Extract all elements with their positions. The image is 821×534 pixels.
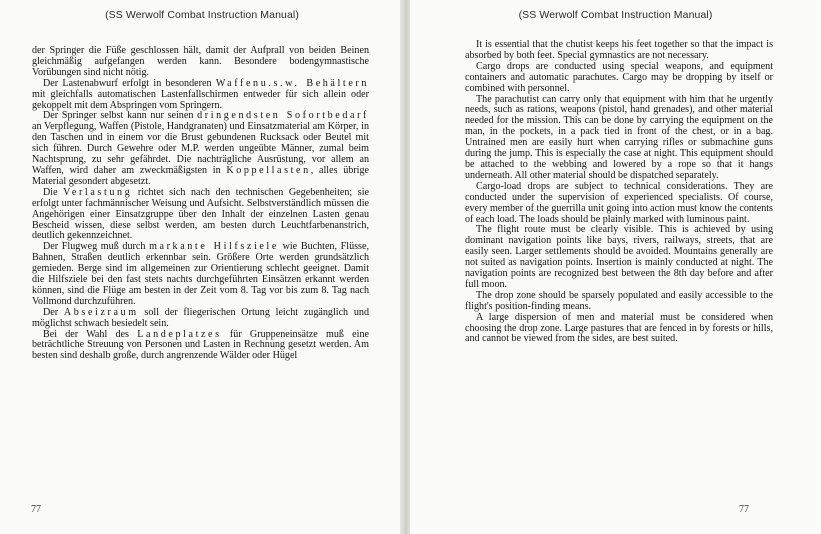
left-p4-text-c: richtet sich nach den technischen Gegebenheiten; sie erfolgt unter fachmännischer Weisung und Aufsicht. Selbstverständlich müssen die Angehörigen einer Einsatzgruppe über den Inhalt der einzelnen Lasten genau Bescheid wissen, diese selbst werden, am besten durch Leuchtfarbenanstrich, deutlich gekennzeichnet.	[32, 186, 369, 242]
left-p3-text-e: , alles übrige Material gesondert abgesetzt.	[32, 164, 369, 187]
right-paragraph-1: It is essential that the chutist keeps his feet together so that the impact is absorbed by both feet. Special gymnastics are not necessary.	[465, 39, 773, 61]
left-paragraph-5	[32, 242, 369, 307]
left-p7-text-c: für Gruppeneinsätze muß eine beträchtliche Streuung von Personen und Lasten in Rechnung gesetzt werden. Am besten sind deshalb große, durch angrenzende Wälder oder Hügel	[32, 328, 369, 362]
left-p4-spaced-term: Verlastung	[63, 186, 133, 198]
right-paragraph-4: Cargo-load drops are subject to technical considerations. They are conducted under the supervision of experienced specialists. Of course, every member of the guerrilla unit going into action must know the contents of each load. The loads should be plainly marked with luminous paint.	[465, 180, 773, 225]
left-p3-text-a: Der Springer selbst kann nur seinen	[43, 110, 198, 122]
left-p3-text-c: an Verpflegung, Waffen (Pistole, Handgranaten) und Einsatzmaterial am Körper, in den Taschen und in einem vor die Brust gebundenen Rucksack oder Beutel mit sich führen. Durch Gewehre oder M.P. werden ungeübte Männer, zumal beim Nachtsprung, zu sehr gefährdet. Die nachträgliche Ausrüstung, vor allem an Waffen, wird daher am zweckmäßigsten in	[32, 121, 369, 176]
left-p2-text-a: Der Lastenabwurf erfolgt in besonderen	[43, 77, 216, 89]
left-p5-spaced-term: markante Hilfsziele	[149, 241, 279, 253]
right-page-header: (SS Werwolf Combat Instruction Manual)	[518, 9, 713, 21]
left-page	[0, 0, 404, 534]
left-p7-spaced-term: Landeplatzes	[137, 328, 222, 340]
right-paragraph-2: Cargo drops are conducted using special weapons, and equipment containers and automatic parachutes. Cargo may be dropping by itself or combined with personnel.	[465, 60, 773, 94]
right-paragraph-7: A large dispersion of men and material must be considered when choosing the drop zone. Large pastures that are fenced in by forests or hills, and cannot be viewed from the sides, are best suited.	[465, 311, 773, 345]
left-page-body	[32, 46, 369, 362]
left-p5-text-a: Der Flugweg muß durch	[43, 241, 150, 253]
left-p6-text-a: Der	[43, 306, 64, 318]
left-page-header: (SS Werwolf Combat Instruction Manual)	[105, 9, 299, 21]
left-p4-text-a: Die	[43, 186, 64, 198]
left-paragraph-4	[32, 188, 369, 243]
left-p5-text-c: wie Buchten, Flüsse, Bahnen, Straßen deutlich erkennbar sein. Größere Orte werden grundsätzlich gemieden. Berge sind im allgemeinen zur Orientierung schlecht geeignet. Damit die Hilfsziele bei den fast stets nachts durchgeführten Einsätzen erkannt werden können, sind die Flüge am besten in der Zeit vom 8. Tag vor bis zum 8. Tag nach Vollmond durchzuführen.	[32, 241, 369, 307]
left-paragraph-7	[32, 330, 369, 363]
right-page	[410, 0, 821, 534]
left-p6-text-c: soll der fliegerischen Ortung leicht zugänglich und möglichst schwach besiedelt sein.	[32, 306, 369, 329]
left-paragraph-3	[32, 111, 369, 187]
right-page-body	[465, 40, 773, 345]
left-paragraph-6	[32, 308, 369, 330]
left-p6-spaced-term: Abseizraum	[63, 306, 139, 318]
left-p3-spaced-term: dringendsten Sofortbedarf	[197, 110, 369, 122]
left-p2-text-c: mit gleichfalls automatischen Lastenfallschirmen entweder für sich allein oder gekoppelt mit dem Abspringen vom Springern.	[32, 88, 369, 111]
right-page-number: 77	[739, 504, 749, 515]
left-page-number: 77	[31, 504, 41, 515]
left-p3-spaced-term-2: Koppellasten	[226, 164, 311, 176]
right-paragraph-3: The parachutist can carry only that equipment with him that he urgently needs, such as rations, weapons (pistol, hand grenades), and other material needed for the mission. This can be done by carrying the equipment on the man, in the pockets, in a pack tied in front of the chest, or in a bag. Untrained men are easily hurt when carrying rifles or submachine guns during the jump. This is especially the case at night. This equipment should be attached to the webbing and lowered by a rope so that it hangs underneath. All other material should be dispatched separately.	[465, 93, 773, 181]
right-paragraph-6: The drop zone should be sparsely populated and easily accessible to the flight's position-finding means.	[465, 289, 773, 312]
right-paragraph-5: The flight route must be clearly visible. This is achieved by using dominant navigation points like bays, rivers, railways, streets, that are easily seen. Larger settlements should be avoided. Mountains generally are not suited as navigation points. Insertion is mainly conducted at night. The navigation points are recognized best between the 8th day before and after full moon.	[465, 224, 773, 290]
left-p2-spaced-term: Waffenu.s.w. Behältern	[215, 77, 370, 89]
left-p7-text-a: Bei der Wahl des	[43, 328, 138, 340]
left-paragraph-1: der Springer die Füße geschlossen hält, damit der Aufprall von beiden Beinen gleichmäßig aufgefangen werden kann. Besondere bodengymnastische Vorübungen sind nicht nötig.	[32, 45, 369, 78]
left-paragraph-2	[32, 79, 369, 112]
